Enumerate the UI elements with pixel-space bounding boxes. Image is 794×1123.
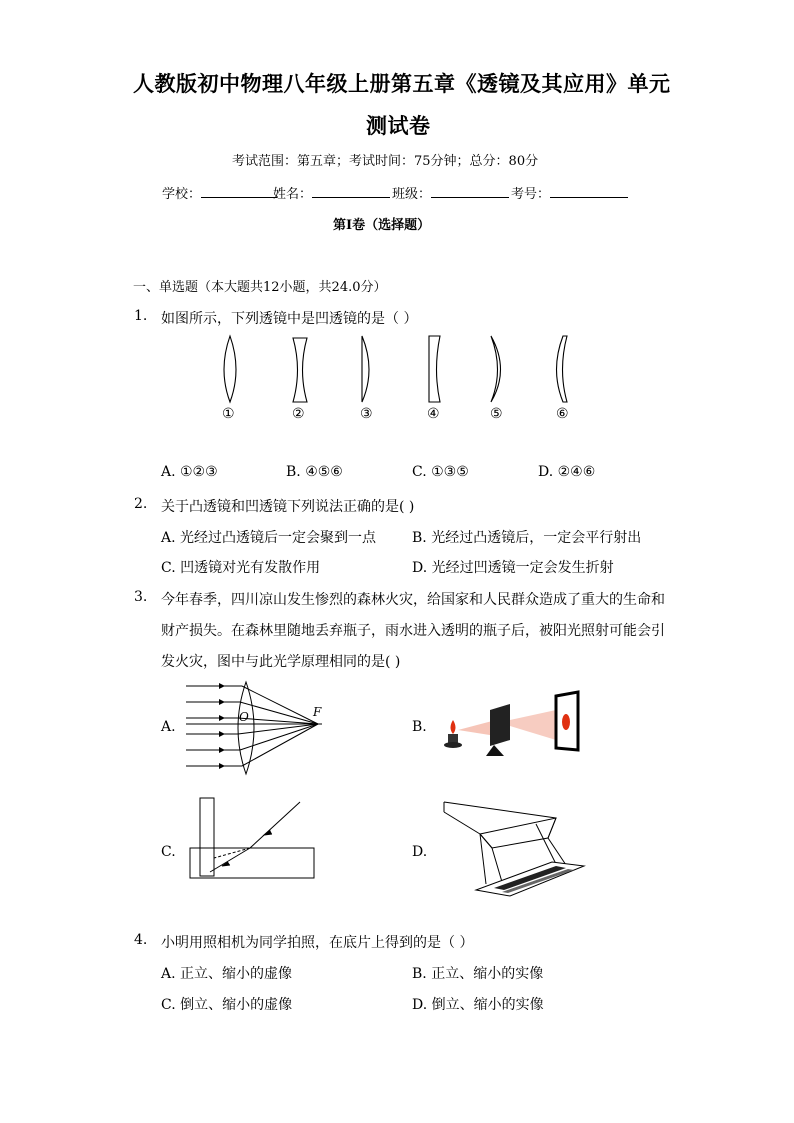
class-field[interactable] (392, 183, 509, 202)
volume-title: 第I卷（选择题） (333, 218, 431, 233)
class-label: 班级： (392, 187, 432, 202)
question-2-number: 2. (134, 496, 148, 512)
question-3-number: 3. (134, 589, 148, 605)
exam-number-label: 考号： (511, 187, 551, 202)
figure-a-convex-lens (176, 678, 326, 778)
question-3-option-c[interactable]: C. (161, 844, 176, 860)
figure-d-prism-dispersion (436, 798, 586, 902)
question-3-option-a[interactable]: A. (161, 719, 176, 735)
question-1-number: 1. (134, 308, 148, 324)
question-2-option-b[interactable]: B. 光经过凸透镜后，一定会平行射出 (412, 530, 642, 546)
lens-2-biconcave (293, 338, 307, 402)
lens-figure (210, 330, 590, 426)
figure-c-refraction (188, 796, 318, 880)
figure-a-label-o: O (239, 710, 249, 724)
class-blank[interactable] (431, 183, 509, 198)
section-heading: 一、单选题（本大题共12小题，共24.0分） (133, 280, 387, 295)
question-3-option-d[interactable]: D. (412, 844, 428, 860)
question-3-option-b[interactable]: B. (412, 719, 427, 735)
lens-label-3: ③ (360, 406, 373, 422)
question-3-stem-line-3: 发火灾，图中与此光学原理相同的是( ) (161, 654, 401, 670)
lens-label-4: ④ (427, 406, 440, 422)
school-blank[interactable] (201, 183, 277, 198)
question-4-stem: 小明用照相机为同学拍照，在底片上得到的是（ ） (161, 935, 474, 951)
exam-number-blank[interactable] (550, 183, 628, 198)
candle-flame (451, 720, 456, 734)
lens-1-biconvex (224, 336, 236, 402)
page-title-line2: 测试卷 (366, 113, 431, 138)
question-3-stem-line-2: 财产损失。在森林里随地丢弃瓶子，雨水进入透明的瓶子后，被阳光照射可能会引 (161, 623, 665, 639)
lens-4-plano-concave (429, 336, 440, 402)
exam-number-field[interactable] (511, 183, 628, 202)
page-title: 人教版初中物理八年级上册第五章《透镜及其应用》单元 (133, 71, 671, 96)
lens-label-5: ⑤ (490, 406, 503, 422)
exam-info: 考试范围：第五章；考试时间：75分钟；总分：80分 (232, 154, 539, 169)
question-2-stem: 关于凸透镜和凹透镜下列说法正确的是( ) (161, 499, 415, 515)
question-2-option-d[interactable]: D. 光经过凹透镜一定会发生折射 (412, 560, 614, 576)
figure-a-label-f: F (313, 705, 322, 719)
question-1-option-a[interactable]: A. ①②③ (161, 464, 218, 480)
question-1-option-d[interactable]: D. ②④⑥ (538, 464, 596, 480)
question-2-option-c[interactable]: C. 凹透镜对光有发散作用 (161, 560, 321, 576)
lens-5-meniscus-convex (491, 336, 501, 402)
question-1-stem: 如图所示，下列透镜中是凹透镜的是（ ） (161, 311, 418, 327)
name-blank[interactable] (312, 183, 390, 198)
question-1-option-b[interactable]: B. ④⑤⑥ (286, 464, 343, 480)
lens-label-2: ② (292, 406, 305, 422)
question-4-option-a[interactable]: A. 正立、缩小的虚像 (161, 966, 293, 982)
question-4-option-d[interactable]: D. 倒立、缩小的实像 (412, 997, 544, 1013)
inverted-image (562, 714, 570, 730)
question-4-option-b[interactable]: B. 正立、缩小的实像 (412, 966, 544, 982)
lens-3-plano-convex (362, 336, 369, 402)
name-label: 姓名： (273, 187, 313, 202)
question-2-option-a[interactable]: A. 光经过凸透镜后一定会聚到一点 (161, 530, 377, 546)
lens-label-6: ⑥ (556, 406, 569, 422)
figure-b-pinhole-imaging (438, 690, 588, 760)
question-4-option-c[interactable]: C. 倒立、缩小的虚像 (161, 997, 293, 1013)
lens-6-meniscus-concave (557, 336, 568, 402)
question-4-number: 4. (134, 932, 148, 948)
question-3-stem-line-1: 今年春季，四川凉山发生惨烈的森林火灾，给国家和人民群众造成了重大的生命和 (161, 592, 665, 608)
name-field[interactable] (273, 183, 390, 202)
lens-label-1: ① (222, 406, 235, 422)
question-1-option-c[interactable]: C. ①③⑤ (412, 464, 469, 480)
school-label: 学校： (162, 187, 202, 202)
school-field[interactable] (162, 183, 277, 202)
